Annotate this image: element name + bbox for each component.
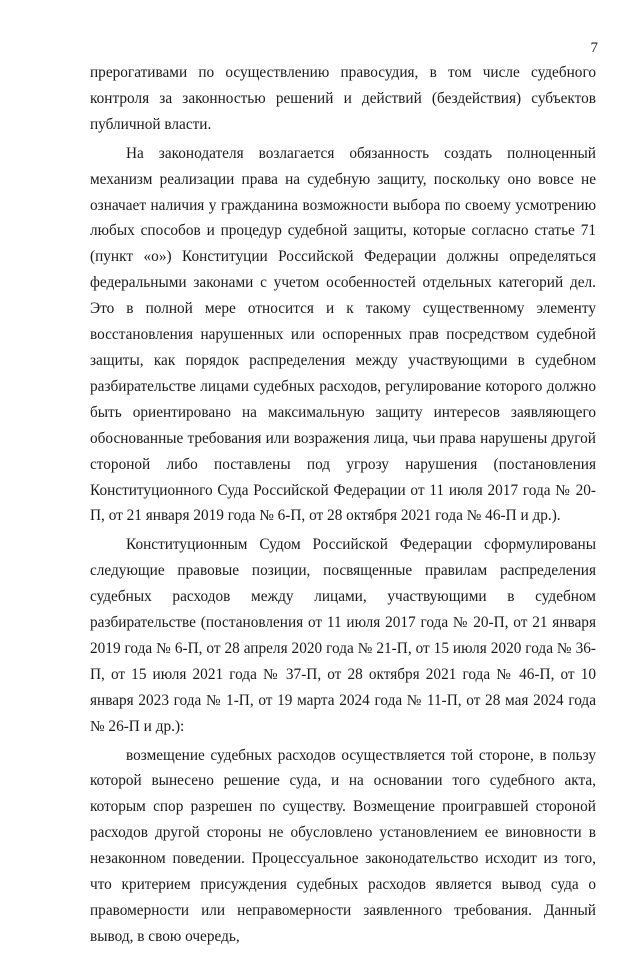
document-body [90,60,596,953]
paragraph-court-positions: Конституционным Судом Российской Федерации сформулированы следующие правовые позиции, посвященные правилам распределения судебных расходов между лицами, участвующими в судебном разбирательстве (постановления от 11 июля 2017 года № 20-П, от 21 января 2019 года № 6-П, от 28 апреля 2020 года № 21-П, от 15 июля 2020 года № 36-П, от 15 июля 2021 года № 37-П, от 28 октября 2021 года № 46-П, от 10 января 2023 года № 1-П, от 19 марта 2024 года № 11-П, от 28 мая 2024 года № 26-П и др.): [90,536,596,735]
paragraph-continuation: прерогативами по осуществлению правосудия, в том числе судебного контроля за законностью решений и действий (бездействия) субъектов публичной власти. [90,64,596,133]
paragraph-cost-reimbursement: возмещение судебных расходов осуществляется той стороне, в пользу которой вынесено решение суда, и на основании того судебного акта, которым спор разрешен по существу. Возмещение проигравшей стороной расходов другой стороны не обусловлено установлением ее виновности в незаконном поведении. Процессуальное законодательство исходит из того, что критерием присуждения судебных расходов является вывод суда о правомерности или неправомерности заявленного требования. Данный вывод, в свою очередь, [90,746,596,945]
page-number: 7 [590,40,598,56]
paragraph-legislator-duty: На законодателя возлагается обязанность создать полноценный механизм реализации права на судебную защиту, поскольку оно вовсе не означает наличия у гражданина возможности выбора по своему усмотрению любых способов и процедур судебной защиты, которые согласно статье 71 (пункт «о») Конституции Российской Федерации должны определяться федеральными законами с учетом особенностей отдельных категорий дел. Это в полной мере относится и к такому существенному элементу восстановления нарушенных или оспоренных прав посредством судебной защиты, как порядок распределения между участвующими в судебном разбирательстве лицами судебных расходов, регулирование которого должно быть ориентировано на максимальную защиту интересов заявляющего обоснованные требования или возражения лица, чьи права нарушены другой стороной либо поставлены под угрозу нарушения (постановления Конституционного Суда Российской Федерации от 11 июля 2017 года № 20-П, от 21 января 2019 года № 6-П, от 28 октября 2021 года № 46-П и др.). [90,144,596,525]
